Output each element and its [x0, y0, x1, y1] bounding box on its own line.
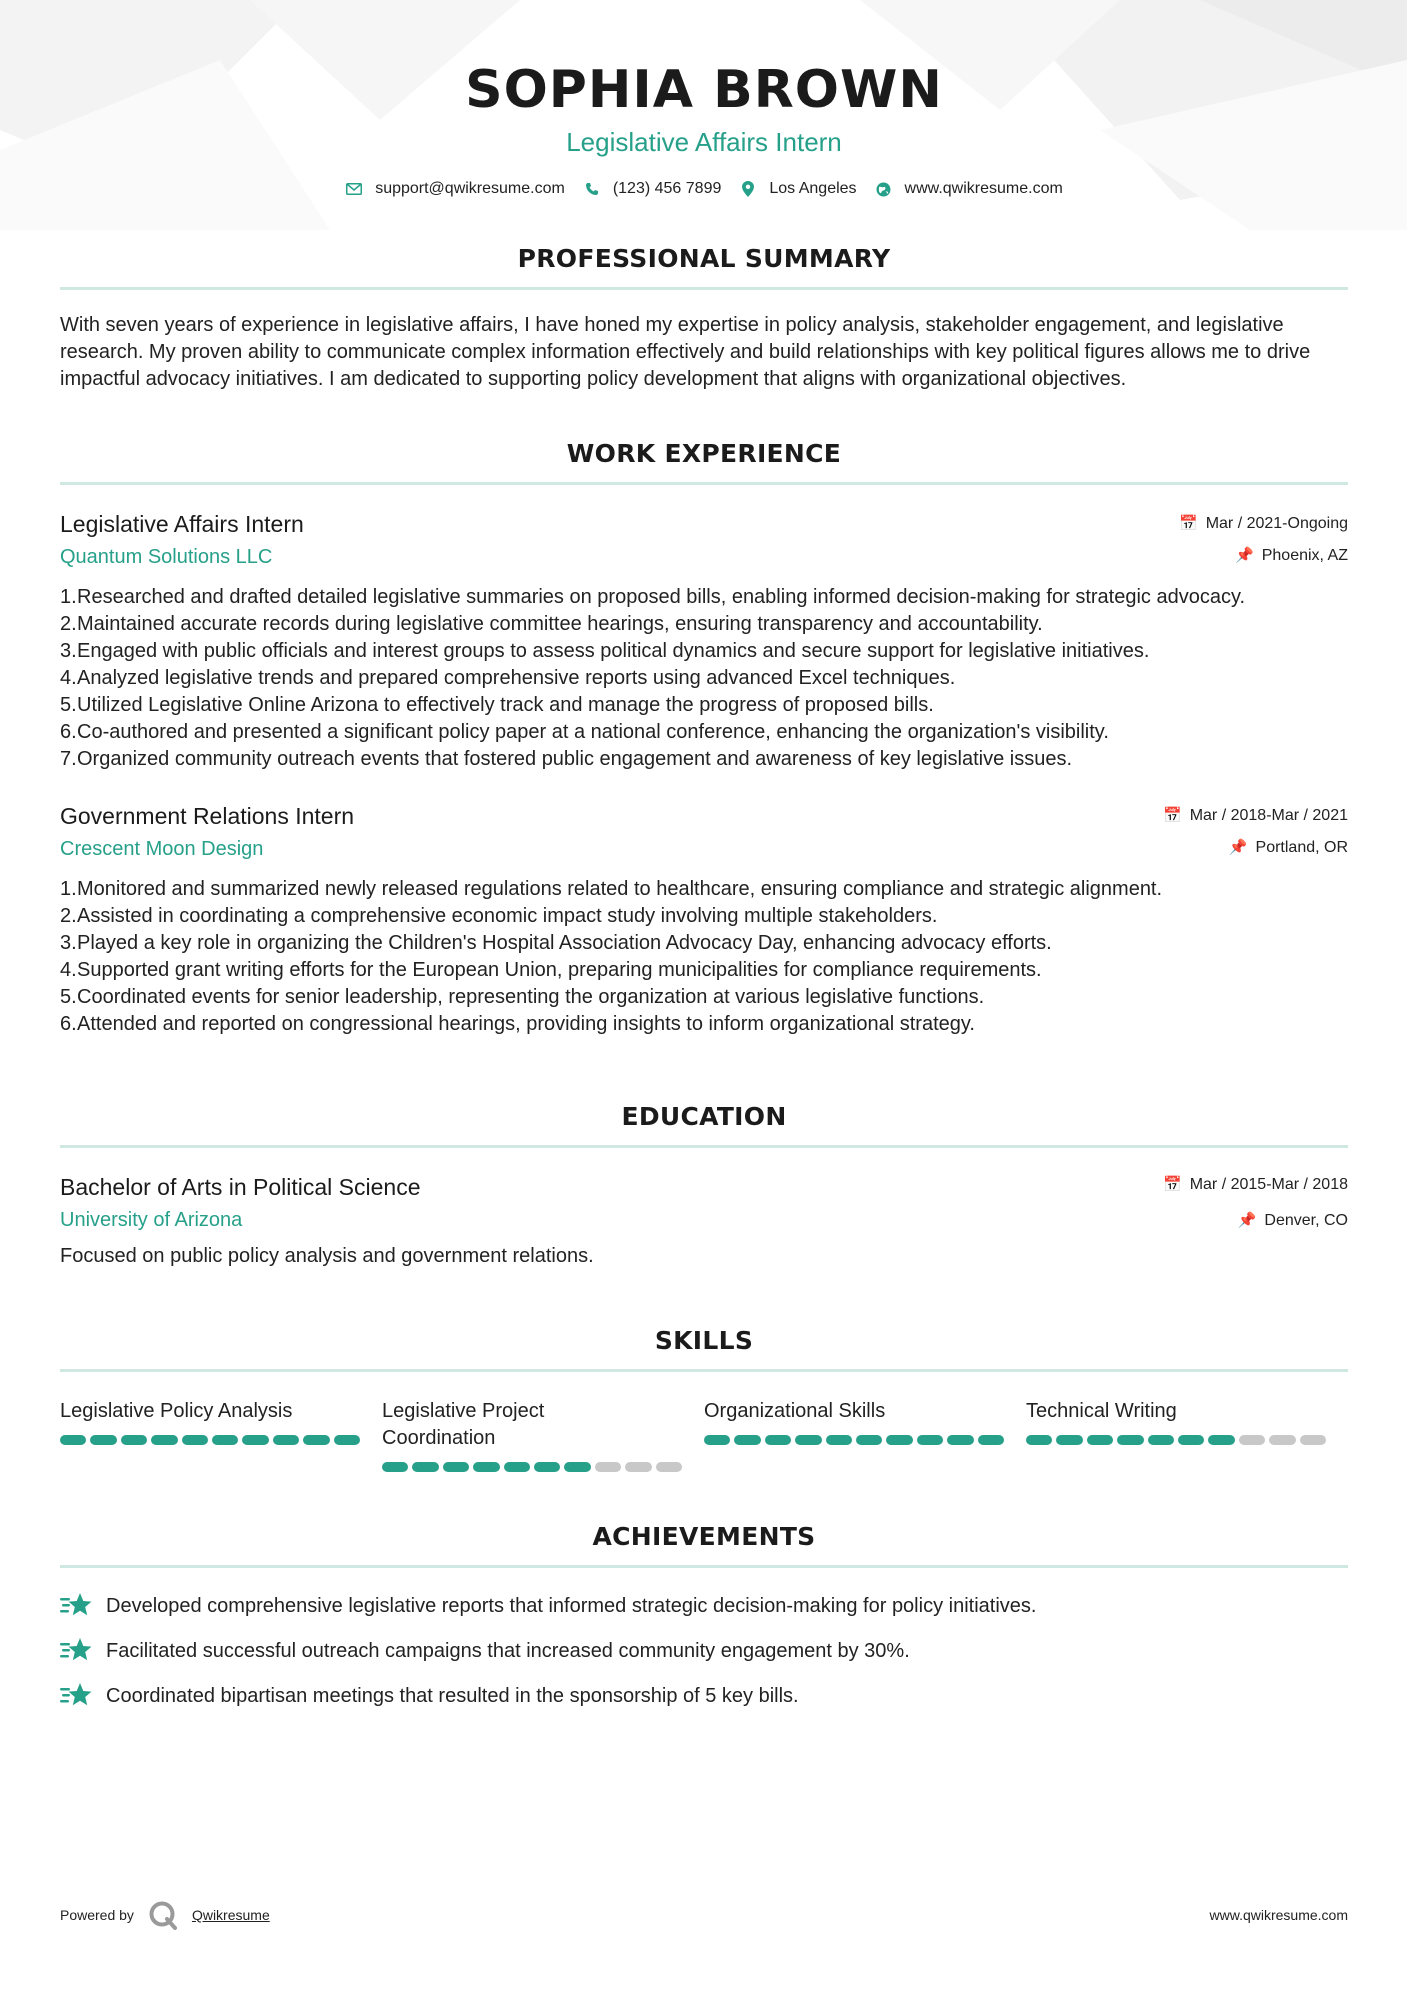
skill-level-segment [795, 1435, 821, 1445]
contact-location [739, 180, 856, 198]
star-icon [60, 1637, 92, 1665]
calendar-icon: 📅 [1163, 1176, 1182, 1193]
map-pin-icon [739, 180, 757, 198]
skill-level-bar [704, 1435, 1004, 1445]
skill-level-segment [1178, 1435, 1204, 1445]
star-icon [60, 1592, 92, 1620]
education-heading: EDUCATION [621, 1102, 787, 1131]
job-title: Legislative Affairs Intern [60, 511, 304, 537]
skill-level-segment [121, 1435, 147, 1445]
skill-level-segment [704, 1435, 730, 1445]
skill-name: Legislative Policy Analysis [60, 1400, 293, 1422]
globe-icon [875, 180, 893, 198]
skill-level-segment [303, 1435, 329, 1445]
summary-text: With seven years of experience in legislative affairs, I have honed my expertise in policy analysis, stakeholder engagement, and legislative research. My proven ability to communicate complex information effectively and build relationships with key political figures allows me to drive impactful advocacy initiatives. I am dedicated to supporting policy development that aligns with organizational objectives. [60, 314, 1311, 390]
section-divider [60, 1145, 1348, 1148]
brand-link[interactable]: Qwikresume [191, 1907, 270, 1923]
list-item: 2.Assisted in coordinating a comprehensive economic impact study involving multiple stakeholders. [60, 905, 938, 927]
resume-page [60, 0, 1348, 1727]
contact-phone[interactable] [583, 180, 722, 198]
skill-item [1026, 1398, 1348, 1472]
skill-level-segment [212, 1435, 238, 1445]
section-divider [60, 1565, 1348, 1568]
pin-icon: 📌 [1237, 1212, 1257, 1229]
skill-level-segment [273, 1435, 299, 1445]
section-divider [60, 482, 1348, 485]
list-item: 5.Coordinated events for senior leadership, representing the organization at various legislative functions. [60, 986, 985, 1008]
list-item: 7.Organized community outreach events that fostered public engagement and awareness of key legislative issues. [60, 748, 1072, 770]
skill-level-segment [242, 1435, 268, 1445]
qwikresume-logo-icon [148, 1900, 178, 1930]
skill-level-segment [1148, 1435, 1174, 1445]
list-item: 1.Researched and drafted detailed legislative summaries on proposed bills, enabling informed decision-making for strategic advocacy. [60, 586, 1246, 608]
contact-location-text: Los Angeles [769, 180, 857, 197]
achievement-item [60, 1682, 1348, 1710]
candidate-name: SOPHIA BROWN [465, 60, 943, 120]
star-icon [60, 1682, 92, 1710]
contact-website-text: www.qwikresume.com [904, 180, 1063, 197]
achievement-text: Facilitated successful outreach campaigns that increased community engagement by 30%. [106, 1639, 910, 1662]
achievements-heading: ACHIEVEMENTS [592, 1522, 816, 1551]
education-entry [60, 1172, 1348, 1270]
contact-phone-text: (123) 456 7899 [612, 180, 722, 197]
skill-level-segment [978, 1435, 1004, 1445]
achievements-section [60, 1522, 1348, 1710]
job-location: Portland, OR [1255, 839, 1348, 856]
job-responsibilities [60, 876, 1348, 1038]
list-item: 5.Utilized Legislative Online Arizona to effectively track and manage the progress of proposed bills. [60, 694, 934, 716]
skill-level-segment [1117, 1435, 1143, 1445]
skill-level-segment [595, 1462, 621, 1472]
pin-icon: 📌 [1228, 839, 1248, 856]
list-item: 4.Supported grant writing efforts for the European Union, preparing municipalities for compliance requirements. [60, 959, 1042, 981]
summary-heading: PROFESSIONAL SUMMARY [517, 244, 891, 273]
skill-level-segment [60, 1435, 86, 1445]
powered-by-label: Powered by [60, 1907, 134, 1923]
skill-level-segment [826, 1435, 852, 1445]
school-name: University of Arizona [60, 1209, 243, 1231]
phone-icon [583, 180, 601, 198]
skill-level-segment [534, 1462, 560, 1472]
section-divider [60, 1369, 1348, 1372]
skill-level-segment [734, 1435, 760, 1445]
skill-level-segment [656, 1462, 682, 1472]
achievement-item [60, 1592, 1348, 1620]
skill-level-segment [90, 1435, 116, 1445]
skill-level-bar [382, 1462, 682, 1472]
skill-item [382, 1398, 704, 1472]
skill-level-segment [151, 1435, 177, 1445]
experience-heading: WORK EXPERIENCE [566, 439, 842, 468]
page-footer [60, 1900, 1348, 1930]
list-item: 3.Engaged with public officials and interest groups to assess political dynamics and secure support for legislative initiatives. [60, 640, 1150, 662]
contact-bar [60, 180, 1348, 198]
calendar-icon: 📅 [1179, 515, 1198, 532]
list-item: 1.Monitored and summarized newly released regulations related to healthcare, ensuring compliance and strategic alignment. [60, 878, 1163, 900]
skill-level-segment [334, 1435, 360, 1445]
skill-item [60, 1398, 382, 1472]
pin-icon: 📌 [1235, 547, 1254, 564]
list-item: 4.Analyzed legislative trends and prepared comprehensive reports using advanced Excel techniques. [60, 667, 956, 689]
skill-level-segment [947, 1435, 973, 1445]
section-divider [60, 287, 1348, 290]
resume-header [60, 0, 1348, 198]
contact-website[interactable] [875, 180, 1063, 198]
skill-name: Legislative Project Coordination [382, 1400, 545, 1449]
list-item: 3.Played a key role in organizing the Children's Hospital Association Advocacy Day, enhancing advocacy efforts. [60, 932, 1052, 954]
achievement-text: Coordinated bipartisan meetings that resulted in the sponsorship of 5 key bills. [106, 1684, 799, 1707]
skill-name: Technical Writing [1026, 1400, 1177, 1422]
achievement-item [60, 1637, 1348, 1665]
skill-level-segment [1056, 1435, 1082, 1445]
skill-item [704, 1398, 1026, 1472]
candidate-role: Legislative Affairs Intern [566, 127, 842, 157]
skill-level-segment [856, 1435, 882, 1445]
company-name: Crescent Moon Design [60, 838, 264, 860]
education-location: Denver, CO [1264, 1212, 1348, 1229]
skill-level-bar [1026, 1435, 1326, 1445]
education-section [60, 1102, 1348, 1270]
skill-level-segment [1087, 1435, 1113, 1445]
skill-level-segment [1239, 1435, 1265, 1445]
skill-level-bar [60, 1435, 360, 1445]
job-responsibilities [60, 584, 1348, 773]
list-item: 2.Maintained accurate records during legislative committee hearings, ensuring transparency and accountability. [60, 613, 1043, 635]
skill-level-segment [1026, 1435, 1052, 1445]
summary-section [60, 244, 1348, 393]
job-dates: Mar / 2018-Mar / 2021 [1189, 807, 1348, 824]
skills-section [60, 1326, 1348, 1472]
achievement-text: Developed comprehensive legislative reports that informed strategic decision-making for policy initiatives. [106, 1594, 1037, 1617]
skill-level-segment [625, 1462, 651, 1472]
company-name: Quantum Solutions LLC [60, 546, 273, 568]
education-dates: Mar / 2015-Mar / 2018 [1189, 1176, 1348, 1193]
skills-list [60, 1398, 1348, 1472]
skill-level-segment [443, 1462, 469, 1472]
list-item: 6.Co-authored and presented a significant policy paper at a national conference, enhancing the organization's visibility. [60, 721, 1109, 743]
skill-level-segment [765, 1435, 791, 1445]
skill-name: Organizational Skills [704, 1400, 886, 1422]
list-item: 6.Attended and reported on congressional hearings, providing insights to inform organizational strategy. [60, 1013, 975, 1035]
job-entry [60, 509, 1348, 773]
experience-section [60, 439, 1348, 1038]
skills-heading: SKILLS [654, 1326, 754, 1355]
skill-level-segment [412, 1462, 438, 1472]
education-description: Focused on public policy analysis and government relations. [60, 1245, 594, 1267]
skill-level-segment [1269, 1435, 1295, 1445]
calendar-icon: 📅 [1163, 807, 1182, 824]
footer-url[interactable]: www.qwikresume.com [1209, 1907, 1348, 1923]
skill-level-segment [504, 1462, 530, 1472]
skill-level-segment [382, 1462, 408, 1472]
degree-title: Bachelor of Arts in Political Science [60, 1174, 421, 1200]
skill-level-segment [917, 1435, 943, 1445]
job-location: Phoenix, AZ [1261, 547, 1348, 564]
achievements-list [60, 1592, 1348, 1710]
skill-level-segment [182, 1435, 208, 1445]
skill-level-segment [473, 1462, 499, 1472]
skill-level-segment [564, 1462, 590, 1472]
skill-level-segment [1300, 1435, 1326, 1445]
envelope-icon [345, 180, 363, 198]
skill-level-segment [1208, 1435, 1234, 1445]
job-dates: Mar / 2021-Ongoing [1205, 515, 1348, 532]
job-entry [60, 801, 1348, 1038]
contact-email-text: support@qwikresume.com [375, 180, 565, 197]
contact-email[interactable] [345, 180, 565, 198]
job-title: Government Relations Intern [60, 803, 355, 829]
skill-level-segment [886, 1435, 912, 1445]
